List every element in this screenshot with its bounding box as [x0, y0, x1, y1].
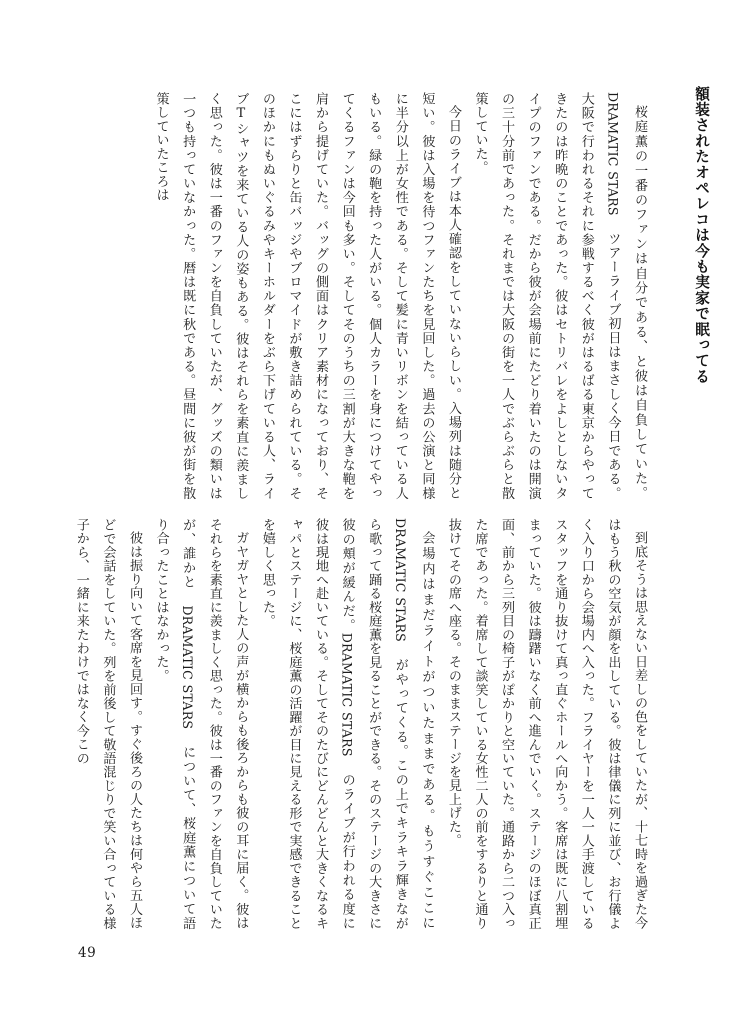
page-title: 額装されたオペレコは今も実家で眠ってる [693, 86, 710, 385]
paragraph: 到底そうは思えない日差しの色をしていたが、十七時を過ぎた今はもう秋の空気が顔を出している。彼は律儀に列に並び、お行儀よく入り口から会場内へ入った。フライヤーを一人一人手渡しているスタッフを通り抜けて真っ直ぐホールへ向かう。客席は既に八割埋まっていた。彼は躊躇いなく前へ進んでいく。ステージのほぼ真正面、前から三列目の椅子がぽかりと空いていた。通路から二つ入った席であった。着席して談笑している女性二人の前をするりと通り抜けてその席へ座る。そのままステージを見上げた。 [445, 518, 647, 930]
paragraph: 今日のライブは本人確認をしていないらしい。入場列は随分と短い。彼は入場を待つファンたちを見回した。過去の公演と同様に半分以上が女性である。そして髪に青いリボンを結っている人もいる。緑の鞄を持った人がいる。個人カラーを身につけてやってくるファンは今回も多い。そしてそのうちの三割が大きな鞄を肩から提げていた。バッグの側面はクリア素材になっており、そこにはずらりと缶バッジやブロマイドが敷き詰められている。そのほかにもぬいぐるみやキーホルダーをぶら下げている人、ライブTシャツを来ている人の姿もある。彼はそれらを素直に羨ましく思った。彼は一番のファンを自負していたが、グッズの類いは一つも持っていなかった。暦は既に秋である。昼間に彼が街を散策していたころは [153, 92, 461, 500]
paragraph: 彼は振り向いて客席を見回す。すぐ後ろの人たちは何やら五人ほどで会話をしていた。列を前後して敬語混じりで笑い合っている様子から、一緒に来たわけではなく今この [73, 518, 143, 930]
latin-run: DRAMATIC STARS [180, 605, 196, 730]
paragraph: ガヤガヤとした人の声が横からも後ろからも彼の耳に届く。彼はそれらを素直に羨ましく思った。彼は一番のファンを自負していたが、誰かと DRAMATIC STARS について、桜庭薫について語り合ったことはなかった。 [153, 518, 249, 930]
paragraph: 会場内はまだライトがついたままである。もうすぐここに DRAMATIC STARS がやってくる。この上でキラキラ輝きながら歌って踊る桜庭薫を見ることができる。そのステージの大きさに彼の頬が緩んだ。DRAMATIC STARS のライブが行われる度に彼は現地へ赴いている。そしてそのたびにどんどんと大きくなるキャパとステージに、桜庭薫の活躍が目に見える形で実感できることを嬉しく思った。 [259, 518, 435, 930]
latin-run: DRAMATIC STARS [392, 518, 408, 642]
text-block-bottom [72, 518, 652, 930]
paragraph: 桜庭薫の一番のファンは自分である、と彼は自負していた。DRAMATIC STARS ツアーライブ初日はまさしく今日である。大阪で行われるそれに参戦するべく彼がはるばる東京からやってきたのは昨晩のことであった。彼はセトリバレをよしとしないタイプのファンである。だから彼が会場前にたどり着いたのは開演の三十分前であった。それまでは大阪の街を一人でぶらぶらと散策していた。 [472, 92, 647, 500]
latin-run: DRAMATIC STARS [605, 92, 621, 216]
text-block-top [72, 92, 652, 500]
page-number: 49 [78, 945, 97, 961]
latin-run: DRAMATIC STARS [339, 632, 355, 757]
